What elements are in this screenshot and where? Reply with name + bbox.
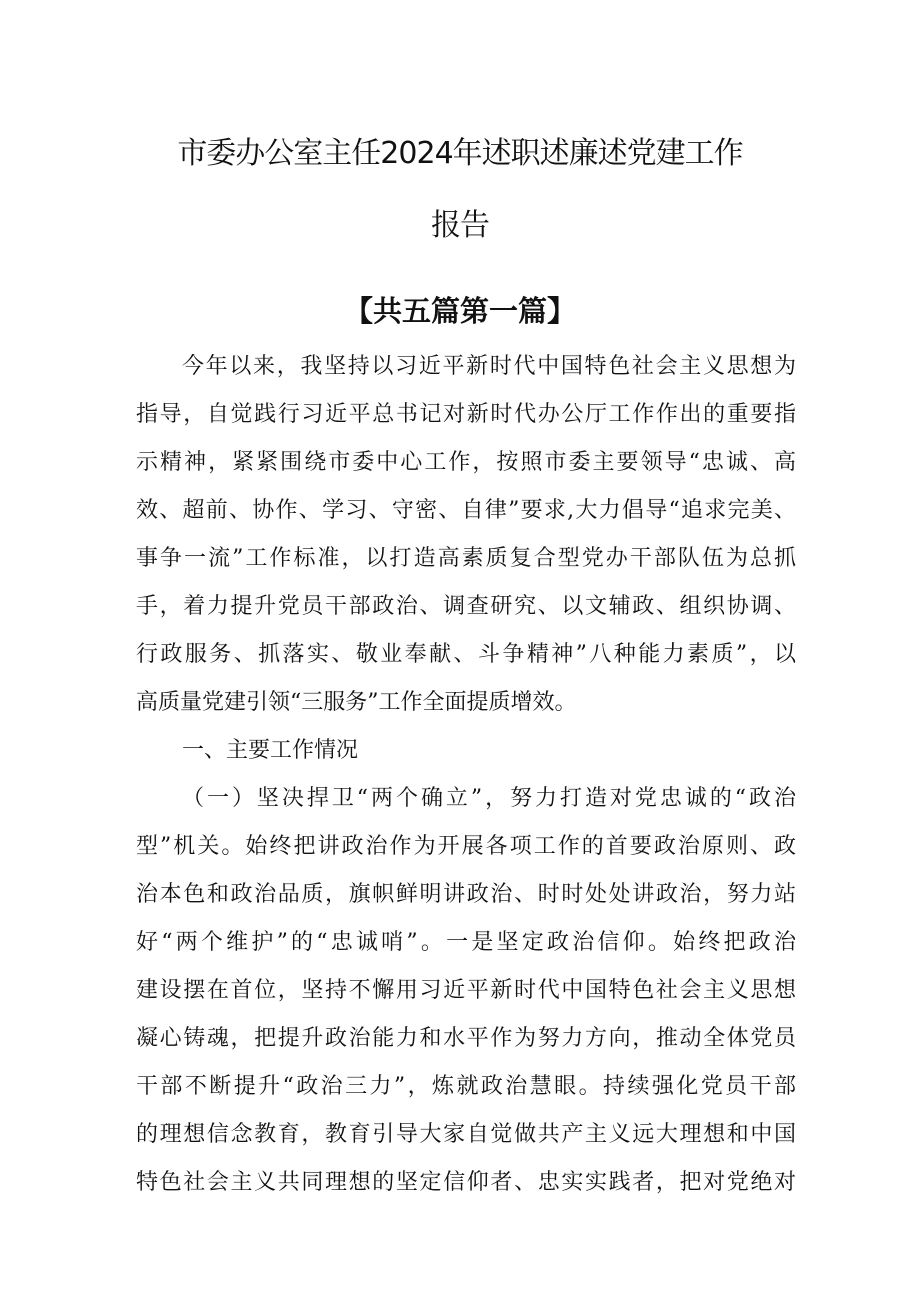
body-line: 的理想信念教育，教育引导大家自觉做共产主义远大理想和中国: [136, 1122, 796, 1147]
body-line: 干部不断提升“政治三力”，炼就政治慧眼。持续强化党员干部: [136, 1074, 796, 1099]
subsection-heading-line: （一）坚决捍卫“两个确立”，努力打造对党忠诚的“政治: [182, 786, 796, 811]
body-line: 好“两个维护”的“忠诚哨”。一是坚定政治信仰。始终把政治: [136, 930, 796, 955]
body-line: 示精神，紧紧围绕市委中心工作，按照市委主要领导“忠诚、高: [136, 450, 796, 475]
body-line: 效、超前、协作、学习、守密、自律”要求,大力倡导“追求完美、: [136, 498, 796, 523]
document-title-line-2: 报告: [431, 208, 489, 243]
body-line: 治本色和政治品质，旗帜鲜明讲政治、时时处处讲政治，努力站: [136, 882, 796, 907]
document-subtitle: 【共五篇第一篇】: [343, 294, 576, 328]
body-line: 指导，自觉践行习近平总书记对新时代办公厅工作作出的重要指: [136, 402, 796, 427]
body-line: 特色社会主义共同理想的坚定信仰者、忠实实践者，把对党绝对: [136, 1170, 796, 1195]
body-line: 手，着力提升党员干部政治、调查研究、以文辅政、组织协调、: [136, 594, 796, 619]
body-line: 事争一流”工作标准，以打造高素质复合型党办干部队伍为总抓: [136, 546, 796, 571]
document-title-line-1: 市委办公室主任2024年述职述廉述党建工作: [177, 136, 743, 171]
body-line: 今年以来，我坚持以习近平新时代中国特色社会主义思想为: [182, 354, 796, 379]
body-line: 型”机关。始终把讲政治作为开展各项工作的首要政治原则、政: [136, 834, 796, 859]
body-line: 凝心铸魂，把提升政治能力和水平作为努力方向，推动全体党员: [136, 1026, 796, 1051]
body-line: 高质量党建引领“三服务”工作全面提质增效。: [136, 690, 577, 715]
section-heading: 一、主要工作情况: [182, 738, 359, 763]
body-line: 行政服务、抓落实、敬业奉献、斗争精神”八种能力素质”，以: [136, 642, 796, 667]
body-line: 建设摆在首位，坚持不懈用习近平新时代中国特色社会主义思想: [136, 978, 796, 1003]
